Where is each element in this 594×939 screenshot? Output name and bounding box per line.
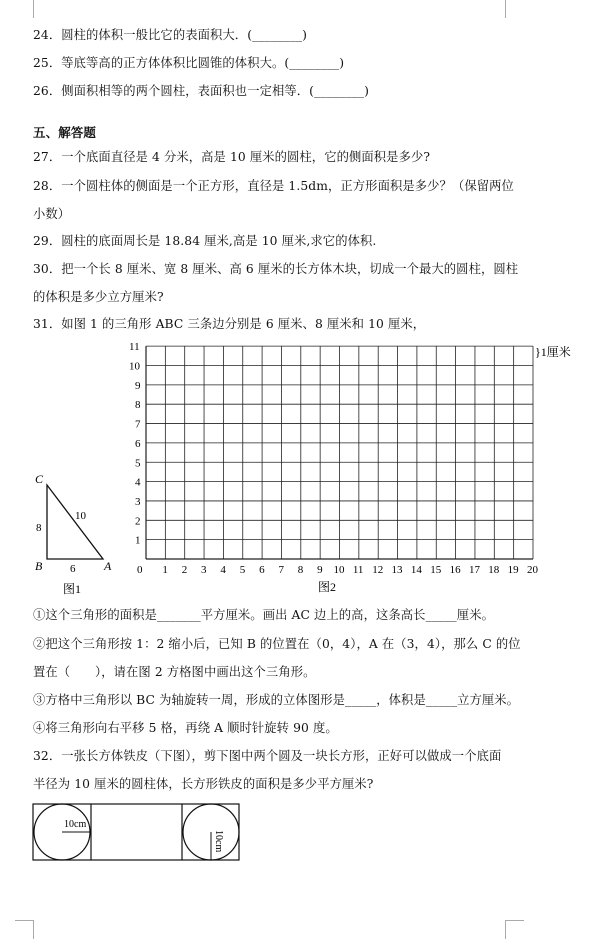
figure2-y-ticks [129,341,141,547]
side-ac-length: 10 [75,510,86,522]
x-tick-label: 9 [317,564,323,576]
figure2-caption: 图2 [318,580,337,594]
question-28-line2: 小数） [33,207,71,221]
y-tick-label: 9 [135,379,141,392]
y-tick-label: 6 [135,437,141,450]
side-ba-length: 6 [70,563,76,575]
figure2-x-ticks [137,564,539,576]
x-tick-label: 20 [527,564,538,576]
question-32-line1: 32．一张长方体铁皮（下图），剪下图中两个圆及一块长方形，正好可以做成一个底面 [33,749,502,763]
question-31-part4: ④将三角形向右平移 5 格，再绕 A 顺时针旋转 90 度。 [33,721,338,735]
crop-mark-top-right [505,0,524,18]
x-tick-label: 14 [410,564,422,576]
figure1-caption: 图1 [63,582,82,596]
x-tick-label: 5 [239,564,246,576]
figure3-cylinder-net [30,800,245,864]
x-tick-label: 12 [372,564,384,576]
y-tick-label: 2 [135,515,141,528]
x-tick-label: 16 [449,564,461,576]
x-tick-label: 3 [201,564,207,576]
radius-label-left: 10cm [64,819,87,830]
figure2-grid [146,346,533,559]
section-heading-5: 五、解答题 [33,125,97,140]
y-tick-label: 7 [135,418,141,431]
y-tick-label: 11 [129,341,140,354]
question-31: 31．如图 1 的三角形 ABC 三条边分别是 6 厘米、8 厘米和 10 厘米， [33,317,426,331]
x-tick-label: 17 [468,564,480,576]
x-tick-label: 10 [333,564,345,576]
label-b: B [35,559,43,573]
crop-mark-top-left [15,0,34,18]
question-27: 27．一个底面直径是 4 分米，高是 10 厘米的圆柱，它的侧面积是多少? [33,150,431,164]
figure1-triangle [35,472,112,596]
label-c: C [35,472,44,486]
question-24: 24．圆柱的体积一般比它的表面积大．(________) [33,28,307,42]
x-tick-label: 8 [297,564,304,576]
label-a: A [104,559,112,573]
question-31-part2-line2: 置在（ ），请在图 2 方格图中画出这个三角形。 [33,665,316,679]
question-32-line2: 半径为 10 厘米的圆柱体，长方形铁皮的面积是多少平方厘米? [33,777,374,791]
crop-mark-bottom-left [15,920,34,939]
question-28-line1: 28．一个圆柱体的侧面是一个正方形，直径是 1.5dm，正方形面积是多少？（保留两位 [33,179,514,193]
x-tick-label: 19 [507,564,519,576]
question-31-part3: ③方格中三角形以 BC 为轴旋转一周，形成的立体图形是_____，体积是_____立方厘米。 [33,693,520,707]
question-31-part1: ①这个三角形的面积是_______平方厘米。画出 AC 边上的高，这条高长_____厘米。 [33,608,494,622]
x-tick-label: 0 [137,564,143,576]
x-tick-label: 1 [162,564,168,576]
x-tick-label: 2 [181,564,188,576]
question-29: 29．圆柱的底面周长是 18.84 厘米,高是 10 厘米,求它的体积. [33,234,377,248]
y-tick-label: 5 [135,457,141,470]
x-tick-label: 18 [488,564,500,576]
question-30-line1: 30．把一个长 8 厘米、宽 8 厘米、高 6 厘米的长方体木块，切成一个最大的圆柱，圆柱 [33,262,519,276]
question-31-part2-line1: ②把这个三角形按 1：2 缩小后，已知 B 的位置在（0，4），A 在（3，4），那么 C 的位 [33,637,521,651]
question-26: 26．侧面积相等的两个圆柱，表面积也一定相等．(________) [33,84,369,98]
y-tick-label: 10 [129,360,140,373]
unit-label: }1厘米 [535,345,571,359]
x-tick-label: 6 [259,564,265,576]
y-tick-label: 1 [135,534,141,547]
side-bc-length: 8 [36,522,42,534]
x-tick-label: 7 [278,564,284,576]
question-30-line2: 的体积是多少立方厘米? [33,290,164,304]
x-tick-label: 4 [220,564,226,576]
y-tick-label: 3 [135,495,141,508]
crop-mark-bottom-right [505,920,524,939]
question-25: 25．等底等高的正方体体积比圆锥的体积大。(________) [33,56,345,70]
figure-area [0,335,594,600]
x-tick-label: 11 [352,564,364,576]
y-tick-label: 8 [135,399,141,412]
x-tick-label: 13 [391,564,403,576]
y-tick-label: 4 [135,476,141,489]
radius-label-right: 10cm [213,830,224,853]
x-tick-label: 15 [430,564,442,576]
